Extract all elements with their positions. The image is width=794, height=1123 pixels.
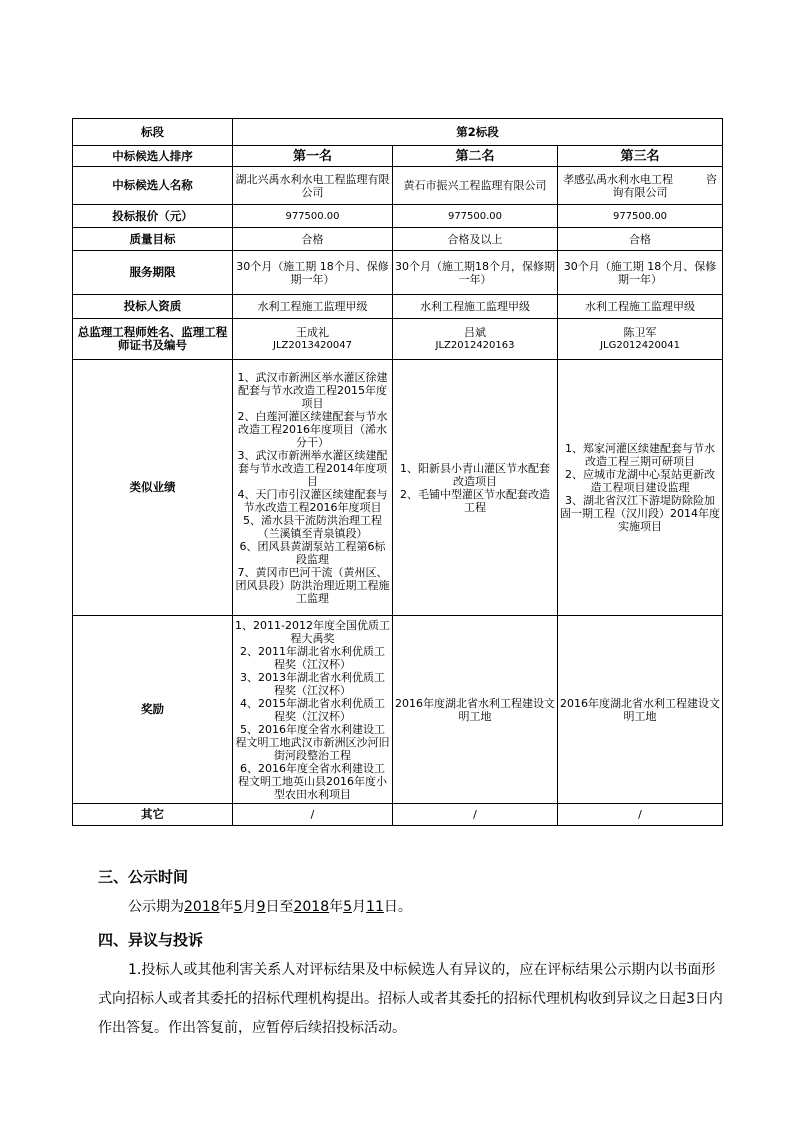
other-2: / — [393, 804, 558, 826]
performance-1-item-2: 2、白莲河灌区续建配套与节水改造工程2016年度项目（浠水分干） — [237, 409, 388, 449]
rank-3: 第三名 — [558, 146, 723, 167]
s3-text-a: 公示期为 — [128, 899, 184, 915]
period-label: 服务期限 — [73, 251, 233, 295]
engineer-3 — [558, 319, 723, 360]
price-1: 977500.00 — [233, 205, 393, 228]
qualification-1: 水利工程施工监理甲级 — [233, 295, 393, 319]
award-2: 2016年度湖北省水利工程建设文明工地 — [393, 616, 558, 804]
section-value: 第2标段 — [233, 119, 723, 146]
engineer-2 — [393, 319, 558, 360]
award-1-item-1: 1、2011-2012年度全国优质工程大禹奖 — [235, 618, 390, 645]
s3-month-suffix-1: 月 — [242, 899, 257, 915]
award-1-item-3: 3、2013年湖北省水利优质工程奖（江汉杯） — [240, 670, 385, 697]
quality-2: 合格及以上 — [393, 228, 558, 251]
candidate-name-2: 黄石市振兴工程监理有限公司 — [393, 167, 558, 205]
period-2: 30个月（施工期18个月，保修期一年） — [393, 251, 558, 295]
performance-1-item-1: 1、武汉市新洲区举水灌区徐建配套与节水改造工程2015年度项目 — [237, 370, 388, 410]
other-label: 其它 — [73, 804, 233, 826]
award-1-item-4: 4、2015年湖北省水利优质工程奖（江汉杯） — [240, 696, 385, 723]
rank-1: 第一名 — [233, 146, 393, 167]
award-list-1 — [233, 616, 393, 804]
row-period — [73, 251, 723, 295]
row-rank — [73, 146, 723, 167]
other-1: / — [233, 804, 393, 826]
row-price — [73, 205, 723, 228]
qualification-3: 水利工程施工监理甲级 — [558, 295, 723, 319]
row-name — [73, 167, 723, 205]
s3-year1: 2018 — [184, 899, 220, 915]
engineer-name-1: 王成礼 — [296, 326, 329, 339]
s3-month1: 5 — [233, 899, 243, 915]
award-1-item-2: 2、2011年湖北省水利优质工程奖（江汉杯） — [240, 644, 385, 671]
award-1-item-6: 6、2016年度全省水利建设工程文明工地英山县2016年度小型农田水利项目 — [238, 761, 387, 801]
engineer-cert-1: JLZ2013420047 — [273, 340, 352, 351]
s3-month-suffix-2: 月 — [352, 899, 367, 915]
price-3: 977500.00 — [558, 205, 723, 228]
performance-3-item-1: 1、郑家河灌区续建配套与节水改造工程三期可研项目 — [565, 442, 716, 468]
performance-list-3 — [558, 360, 723, 616]
row-engineer — [73, 319, 723, 360]
section3-text — [98, 893, 726, 922]
engineer-label: 总监理工程师姓名、监理工程师证书及编号 — [73, 319, 233, 360]
name-label: 中标候选人名称 — [73, 167, 233, 205]
row-section — [73, 119, 723, 146]
section-label: 标段 — [73, 119, 233, 146]
price-label: 投标报价（元） — [73, 205, 233, 228]
performance-list-1 — [233, 360, 393, 616]
performance-1-item-4: 4、天门市引汉灌区续建配套与节水改造工程2016年度项目 — [237, 487, 388, 514]
s3-year-suffix-1: 年 — [219, 899, 234, 915]
row-quality — [73, 228, 723, 251]
s3-year2: 2018 — [293, 899, 330, 915]
section4-paragraph-1: 1.投标人或其他利害关系人对评标结果及中标候选人有异议的，应在评标结果公示期内以书面形式向招标人或者其委托的招标代理机构提出。招标人或者其委托的招标代理机构收到异议之日起3日内作出答复。作出答复前，应暂停后续招投标活动。 — [98, 962, 723, 1036]
performance-1-item-6: 6、团风县黄湖泵站工程第6标段监理 — [239, 539, 386, 566]
engineer-cert-2: JLZ2012420163 — [435, 340, 515, 351]
engineer-name-3: 陈卫军 — [623, 326, 657, 339]
s3-day1: 9 — [256, 899, 266, 915]
other-3: / — [558, 804, 723, 826]
engineer-name-2: 吕斌 — [464, 326, 486, 339]
row-performance — [73, 360, 723, 616]
price-2: 977500.00 — [393, 205, 558, 228]
row-qualification — [73, 295, 723, 319]
qualification-2: 水利工程施工监理甲级 — [393, 295, 558, 319]
s3-year-suffix-2: 年 — [329, 899, 344, 915]
quality-3: 合格 — [558, 228, 723, 251]
period-1: 30个月（施工期 18个月、保修期一年） — [233, 251, 393, 295]
performance-1-item-5: 5、浠水县干流防洪治理工程（兰溪镇至青泉镇段） — [243, 513, 382, 540]
s3-to: 日至 — [265, 899, 294, 915]
row-other — [73, 804, 723, 826]
performance-1-item-7: 7、黄冈市巴河干流（黄州区、团风县段）防洪治理近期工程施工监理 — [235, 565, 390, 605]
row-awards — [73, 616, 723, 804]
award-label: 奖励 — [73, 616, 233, 804]
performance-2-item-1: 1、阳新县小青山灌区节水配套改造项目 — [400, 461, 550, 488]
performance-1-item-3: 3、武汉市新洲举水灌区续建配套与节水改造工程2014年度项目 — [237, 448, 388, 488]
performance-2-item-2: 2、毛铺中型灌区节水配套改造工程 — [400, 487, 550, 514]
rank-label: 中标候选人排序 — [73, 146, 233, 167]
award-1-item-5: 5、2016年度全省水利建设工程文明工地武汉市新洲区沙河旧街河段整治工程 — [235, 722, 390, 762]
quality-label: 质量目标 — [73, 228, 233, 251]
performance-3-item-3: 3、湖北省汉江下游堤防除险加固一期工程（汉川段）2014年度实施项目 — [560, 494, 721, 533]
bid-candidate-table — [72, 118, 723, 826]
candidate-name-3: 孝感弘禹水利水电工程 咨询有限公司 — [558, 167, 723, 205]
performance-label: 类似业绩 — [73, 360, 233, 616]
rank-2: 第二名 — [393, 146, 558, 167]
candidate-name-1: 湖北兴禹水利水电工程监理有限公司 — [233, 167, 393, 205]
quality-1: 合格 — [233, 228, 393, 251]
qualification-label: 投标人资质 — [73, 295, 233, 319]
section4-title: 四、异议与投诉 — [98, 931, 204, 949]
engineer-cert-3: JLG2012420041 — [600, 340, 680, 351]
section3-title: 三、公示时间 — [98, 868, 189, 886]
s3-end: 日。 — [383, 899, 412, 915]
performance-3-item-2: 2、应城市龙湖中心泵站更新改造工程项目建设监理 — [565, 468, 716, 494]
period-3: 30个月（施工期 18个月、保修期一年） — [558, 251, 723, 295]
engineer-1 — [233, 319, 393, 360]
performance-list-2 — [393, 360, 558, 616]
award-3: 2016年度湖北省水利工程建设文明工地 — [558, 616, 723, 804]
s3-month2: 5 — [343, 899, 353, 915]
s3-day2: 11 — [366, 899, 384, 915]
